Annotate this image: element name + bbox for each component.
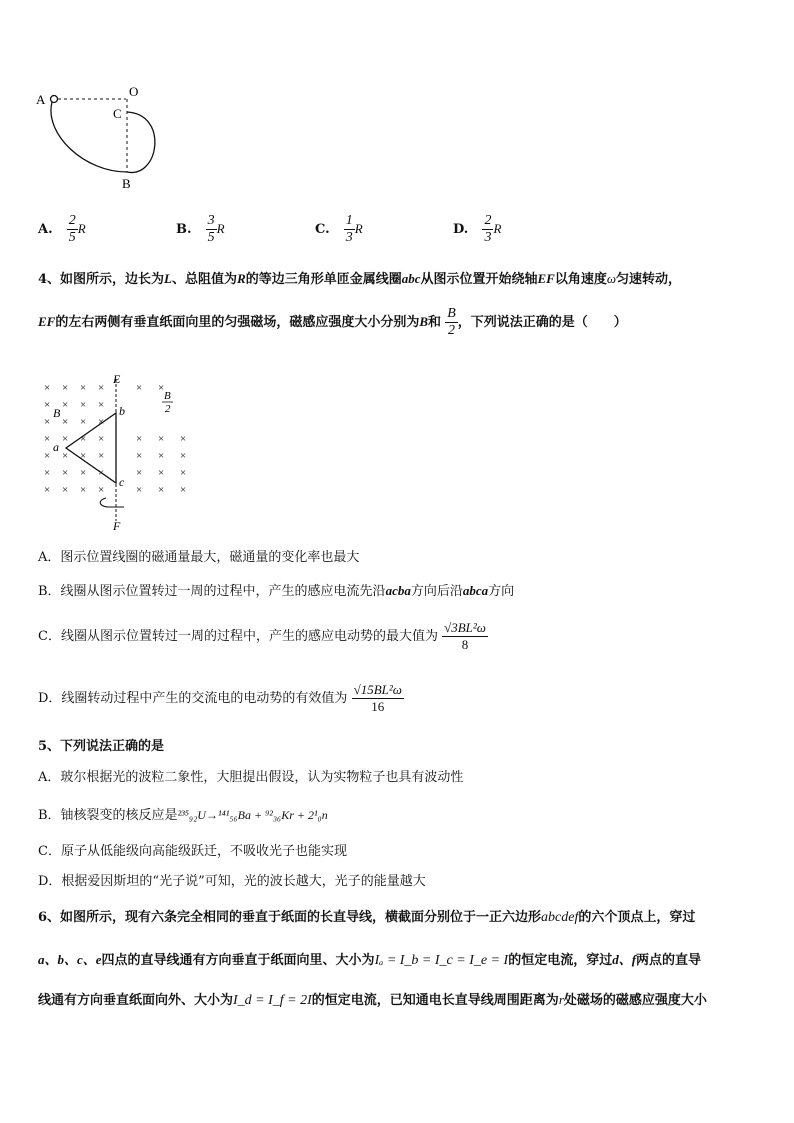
field-cross-mark: × [136,382,143,394]
numerator: 1 [345,213,353,228]
denominator: 3 [484,230,492,245]
q4-option-a: A．图示位置线圈的磁通量最大，磁通量的变化率也最大 [38,550,360,565]
q3-option-a [38,213,86,246]
q5-option-d: D．根据爱因斯坦的“光子说”可知，光的波长越大，光子的能量越大 [38,874,426,889]
q6-line3: 线通有方向垂直纸面向外、大小为I_d = I_f = 2I的恒定电流，已知通电长直导线周围距离为r处磁场的磁感应强度大小 [38,992,707,1008]
q4-stem-line1: 4、如图所示，边长为L、总阻值为R的等边三角形单匝金属线圈abc从图示位置开始绕轴EF以角速度ω匀速转动， [38,271,682,287]
label-a: a [53,440,59,454]
field-cross-mark: × [158,484,165,496]
label-e: E [113,373,121,386]
q6-line2: a、b、c、e四点的直导线通有方向垂直于纸面向里、大小为Iₐ = I_b = I_c = I_e = I的恒定电流，穿过d、f两点的直导 [38,952,702,968]
field-cross-mark: × [98,399,105,411]
rotation-arrow [100,498,124,507]
field-cross-mark: × [180,484,187,496]
field-cross-mark: × [136,467,143,479]
numerator: 2 [484,213,492,228]
field-cross-mark: × [62,450,69,462]
field-cross-mark: × [98,450,105,462]
q3-option-d [453,213,501,246]
numerator: 2 [68,213,76,228]
option-label: B. [176,222,192,237]
field-cross-mark: × [80,433,87,445]
label-left-b: B [53,406,61,420]
field-cross-mark: × [44,382,51,394]
field-cross-mark: × [80,450,87,462]
field-cross-mark: × [158,433,165,445]
field-cross-mark: × [136,433,143,445]
label-b: b [119,404,125,418]
field-cross-mark: × [180,433,187,445]
q5-stem: 5、下列说法正确的是 [38,739,165,754]
field-cross-mark: × [62,399,69,411]
unit: R [77,221,86,236]
label-f: F [113,519,121,533]
field-cross-mark: × [136,484,143,496]
field-cross-mark: × [44,484,51,496]
field-cross-mark: × [98,484,105,496]
field-cross-mark: × [44,467,51,479]
figure-1 [34,84,164,196]
q4-option-b: B．线圈从图示位置转过一周的过程中，产生的感应电流先沿acba方向后沿abca方向 [38,583,515,599]
field-cross-mark: × [44,416,51,428]
field-cross-mark: × [98,382,105,394]
q3-option-b [176,213,225,246]
unit: R [216,221,225,236]
field-cross-mark: × [62,467,69,479]
q5-option-b: B．铀核裂变的核反应是²³⁵₉₂U→¹⁴¹₅₆Ba + ⁹²₃₆Kr + 2¹₀n [38,808,328,823]
option-label: C. [315,222,330,237]
figure-2-magnetic-field [36,373,196,533]
option-label: A. [38,222,53,237]
q4-stem-line2: EF的左右两侧有垂直纸面向里的匀强磁场，磁感应强度大小分别为B和 $\frac{B}{2}$ ，下列说法正确的是（ ） [38,306,627,338]
field-cross-mark: × [44,399,51,411]
denominator: 5 [68,230,76,245]
field-cross-mark: × [98,433,105,445]
small-arc [127,112,155,173]
option-label: D. [453,222,469,237]
q5-option-c: C．原子从低能级向高能级跃迁，不吸收光子也能实现 [38,844,347,859]
field-cross-mark: × [62,433,69,445]
field-cross-mark: × [98,467,105,479]
triangle-coil [66,413,116,483]
field-cross-mark: × [158,382,165,394]
field-cross-mark: × [62,382,69,394]
q6-line1: 6、如图所示，现有六条完全相同的垂直于纸面的长直导线，横截面分别位于一正六边形abcdef的六个顶点上，穿过 [38,910,696,925]
field-cross-mark: × [180,467,187,479]
denominator: 5 [207,230,215,245]
field-cross-mark: × [80,467,87,479]
field-cross-mark: × [98,416,105,428]
field-cross-mark: × [80,484,87,496]
field-cross-mark: × [136,450,143,462]
field-cross-mark: × [62,484,69,496]
field-cross-mark: × [44,450,51,462]
q4-option-c: C．线圈从图示位置转过一周的过程中，产生的感应电动势的最大值为 $\frac{\text{√3BL²ω}}{8}$ [38,620,486,652]
q3-option-c [315,213,363,246]
point-a-circle [51,96,58,103]
field-cross-mark: × [158,467,165,479]
label-o: O [129,84,139,99]
q4-option-d: D．线圈转动过程中产生的交流电的电动势的有效值为 $\frac{\text{√15BL²ω}}{16}$ [38,682,402,714]
denominator: 3 [345,230,353,245]
label-c: C [113,106,122,121]
label-a: A [36,92,46,107]
field-cross-mark: × [44,433,51,445]
numerator: 3 [207,213,215,228]
field-cross-mark: × [62,416,69,428]
label-right-b-num: B [164,390,171,402]
q5-option-a: A．玻尔根据光的波粒二象性，大胆提出假设，认为实物粒子也具有波动性 [38,770,464,785]
field-cross-mark: × [80,399,87,411]
label-c: c [119,475,125,489]
label-b: B [122,176,131,191]
field-cross-mark: × [180,450,187,462]
unit: R [493,221,502,236]
field-cross-mark: × [80,416,87,428]
unit: R [354,221,363,236]
label-right-b-den: 2 [165,403,171,415]
field-cross-mark: × [158,450,165,462]
field-cross-mark: × [80,382,87,394]
